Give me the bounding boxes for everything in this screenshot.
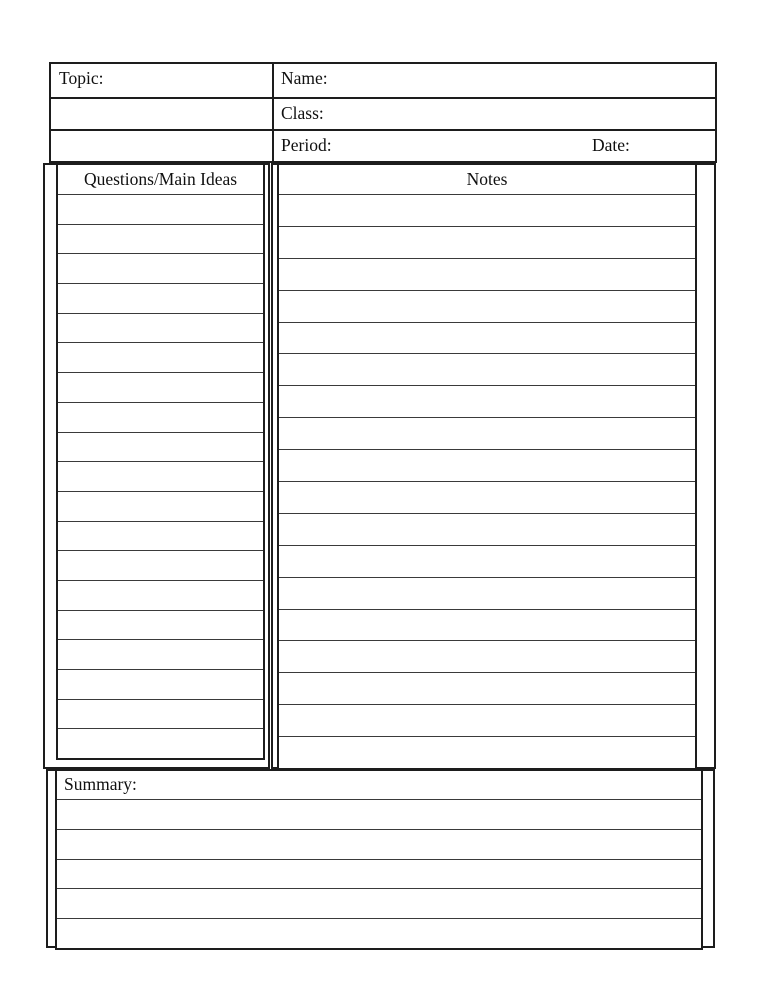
question-blank-row (58, 254, 263, 284)
note-blank-row (279, 705, 695, 737)
notes-title: Notes (279, 165, 695, 195)
summary-rows (57, 800, 701, 948)
summary-blank-row (57, 860, 701, 890)
question-blank-row (58, 195, 263, 225)
note-blank-row (279, 737, 695, 768)
period-date-cell (274, 131, 715, 161)
note-rows (279, 195, 695, 768)
notes-box (277, 163, 697, 770)
note-blank-row (279, 450, 695, 482)
topic-blank-cell-2 (51, 131, 272, 161)
question-blank-row (58, 433, 263, 463)
class-label: Class: (281, 103, 324, 123)
question-blank-row (58, 551, 263, 581)
notes-panel (271, 163, 716, 769)
note-blank-row (279, 386, 695, 418)
questions-panel (43, 163, 270, 769)
note-blank-row (279, 578, 695, 610)
question-blank-row (58, 314, 263, 344)
summary-blank-row (57, 889, 701, 919)
summary-blank-row (57, 830, 701, 860)
question-blank-row (58, 492, 263, 522)
note-blank-row (279, 514, 695, 546)
header-table (49, 62, 717, 163)
topic-blank-cell-1 (51, 99, 272, 131)
question-blank-row (58, 522, 263, 552)
name-cell (274, 64, 715, 99)
questions-box (56, 163, 265, 760)
note-blank-row (279, 673, 695, 705)
summary-box (55, 769, 703, 950)
note-blank-row (279, 227, 695, 259)
note-blank-row (279, 546, 695, 578)
note-blank-row (279, 354, 695, 386)
question-blank-row (58, 462, 263, 492)
summary-section (46, 769, 715, 948)
question-rows (58, 195, 263, 758)
topic-cell (51, 64, 272, 99)
summary-label-row (57, 771, 701, 800)
note-blank-row (279, 323, 695, 355)
summary-blank-row (57, 800, 701, 830)
question-blank-row (58, 700, 263, 730)
header-right-column (274, 64, 715, 161)
note-blank-row (279, 641, 695, 673)
question-blank-row (58, 670, 263, 700)
question-blank-row (58, 581, 263, 611)
summary-label: Summary: (64, 774, 137, 794)
note-blank-row (279, 195, 695, 227)
note-blank-row (279, 418, 695, 450)
notes-body-section (43, 163, 716, 769)
class-cell (274, 99, 715, 131)
question-blank-row (58, 640, 263, 670)
question-blank-row (58, 729, 263, 758)
note-blank-row (279, 610, 695, 642)
summary-blank-row (57, 919, 701, 948)
question-blank-row (58, 284, 263, 314)
note-blank-row (279, 482, 695, 514)
question-blank-row (58, 373, 263, 403)
date-label: Date: (592, 135, 630, 155)
question-blank-row (58, 611, 263, 641)
topic-label: Topic: (59, 68, 104, 88)
question-blank-row (58, 403, 263, 433)
note-blank-row (279, 259, 695, 291)
period-label: Period: (281, 135, 332, 155)
questions-title: Questions/Main Ideas (58, 165, 263, 195)
header-left-column (51, 64, 274, 161)
note-blank-row (279, 291, 695, 323)
question-blank-row (58, 225, 263, 255)
name-label: Name: (281, 68, 328, 88)
question-blank-row (58, 343, 263, 373)
